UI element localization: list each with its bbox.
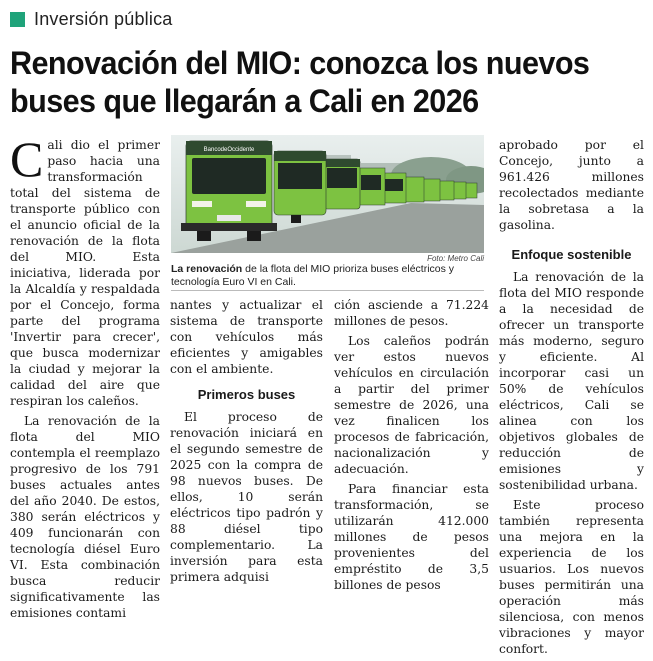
subheading-enfoque-sostenible: Enfoque sostenible bbox=[511, 247, 632, 262]
section-header bbox=[10, 8, 172, 30]
bus-sign-text: BancodeOccidente bbox=[203, 147, 255, 153]
article-paragraph: ción asciende a 71.224 millones de pesos. bbox=[334, 298, 489, 328]
article-column-2 bbox=[170, 297, 323, 589]
photo-caption bbox=[171, 263, 484, 289]
article-column-1 bbox=[10, 131, 160, 625]
article-paragraph: Este proceso también representa una mejora en la experiencia de los usuarios. Los nuevos buses permitirán una operación más silenciosa, con menos vibraciones y mayor confort. bbox=[499, 498, 644, 656]
article-headline: Renovación del MIO: conozca los nuevos buses que llegarán a Cali en 2026 bbox=[10, 45, 590, 119]
article-paragraph bbox=[10, 131, 160, 409]
caption-text: de la flota del MIO prioriza buses eléctricos y tecnología Euro VI en Cali. bbox=[171, 263, 455, 288]
section-label: Inversión pública bbox=[34, 8, 173, 29]
article-paragraph: nantes y actualizar el sistema de transporte con vehículos más eficientes y amigables con el ambiente. bbox=[170, 298, 323, 376]
article-column-4 bbox=[499, 137, 644, 661]
article-paragraph: Los caleños podrán ver estos nuevos vehículos en circulación a partir del primer semestre de 2026, una vez finalicen los procesos de fabricación, nacionalización y adecuación. bbox=[334, 334, 489, 476]
section-accent-square bbox=[10, 12, 25, 27]
article-paragraph: La renovación de la flota del MIO responde a la necesidad de ofrecer un transporte más moderno, seguro y eficiente. Al incorporar casi un 50% de vehículos eléctricos, Cali se alinea con los objetivos globales de reducción de emisiones y sostenibilidad urbana. bbox=[499, 270, 644, 492]
bus-fleet-photo bbox=[171, 135, 484, 253]
article-paragraph: El proceso de renovación iniciará en el segundo semestre de 2025 con la compra de 98 nuevos buses. De ellos, 10 serán eléctricos tipo padrón y 88 diésel tipo complementario. La inversión para esta primera adquisi bbox=[170, 410, 323, 584]
subheading-primeros-buses: Primeros buses bbox=[197, 387, 296, 402]
bus-fleet-illustration bbox=[171, 135, 484, 253]
caption-divider bbox=[171, 290, 484, 291]
paragraph-text: ali dio el primer paso hacia una transformación total del sistema de transporte público con el anuncio oficial de la renovación de la flota del MIO. Esta iniciativa, liderada por la Alcaldía y respaldada por el Concejo, forma parte del programa 'Invertir para crecer', que busca modernizar la ciudad y mejorar la calidad del aire que respiran los caleños. bbox=[10, 138, 160, 408]
caption-lead: La renovación bbox=[171, 263, 243, 275]
drop-cap: C bbox=[10, 131, 44, 187]
article-paragraph: aprobado por el Concejo, junto a 961.426 millones recolectados mediante la sobretasa a la gasolina. bbox=[499, 138, 644, 232]
article-paragraph: Para financiar esta transformación, se utilizarán 412.000 millones de pesos provenientes del empréstito de 3,5 billones de pesos bbox=[334, 482, 489, 592]
article-paragraph: La renovación de la flota del MIO contempla el reemplazo progresivo de los 791 buses actuales antes del año 2040. De estos, 380 serán eléctricos y 409 funcionarán con tecnología diésel Euro VI. Esta combinación busca reducir significativamente las emisiones contami bbox=[10, 414, 160, 620]
photo-credit: Foto: Metro Cali bbox=[427, 254, 484, 263]
article-column-3 bbox=[334, 297, 489, 597]
